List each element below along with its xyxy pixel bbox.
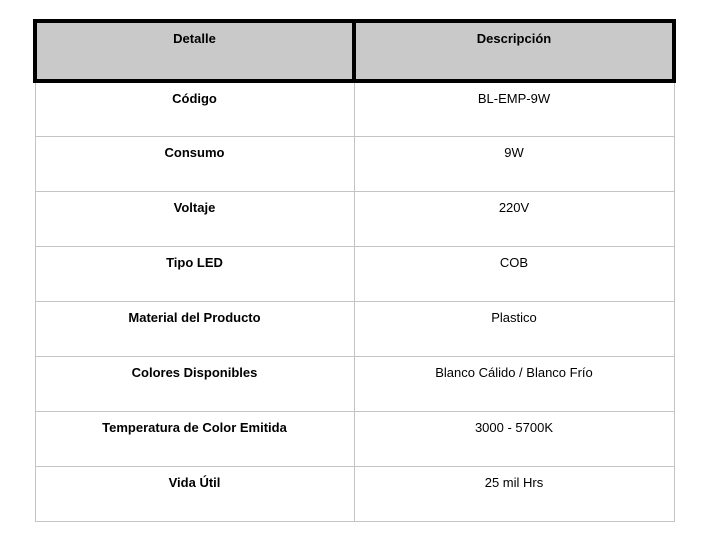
table-body <box>35 81 674 521</box>
table-row <box>35 191 674 246</box>
table-row <box>35 301 674 356</box>
column-header-description: Descripción <box>354 21 674 81</box>
table-row <box>35 246 674 301</box>
row-value-material: Plastico <box>354 301 674 356</box>
table-row <box>35 356 674 411</box>
row-value-codigo: BL-EMP-9W <box>354 81 674 136</box>
row-label-temperatura: Temperatura de Color Emitida <box>35 411 354 466</box>
table-header <box>35 21 674 81</box>
header-row <box>35 21 674 81</box>
row-label-voltaje: Voltaje <box>35 191 354 246</box>
row-value-tipo-led: COB <box>354 246 674 301</box>
specifications-table <box>33 19 676 522</box>
table-row <box>35 136 674 191</box>
row-label-consumo: Consumo <box>35 136 354 191</box>
table-row <box>35 466 674 521</box>
table-row <box>35 81 674 136</box>
row-value-vida-util: 25 mil Hrs <box>354 466 674 521</box>
row-value-voltaje: 220V <box>354 191 674 246</box>
row-value-consumo: 9W <box>354 136 674 191</box>
row-label-colores: Colores Disponibles <box>35 356 354 411</box>
row-value-colores: Blanco Cálido / Blanco Frío <box>354 356 674 411</box>
row-label-vida-util: Vida Útil <box>35 466 354 521</box>
row-label-codigo: Código <box>35 81 354 136</box>
row-label-material: Material del Producto <box>35 301 354 356</box>
row-label-tipo-led: Tipo LED <box>35 246 354 301</box>
table-row <box>35 411 674 466</box>
column-header-detail: Detalle <box>35 21 354 81</box>
row-value-temperatura: 3000 - 5700K <box>354 411 674 466</box>
